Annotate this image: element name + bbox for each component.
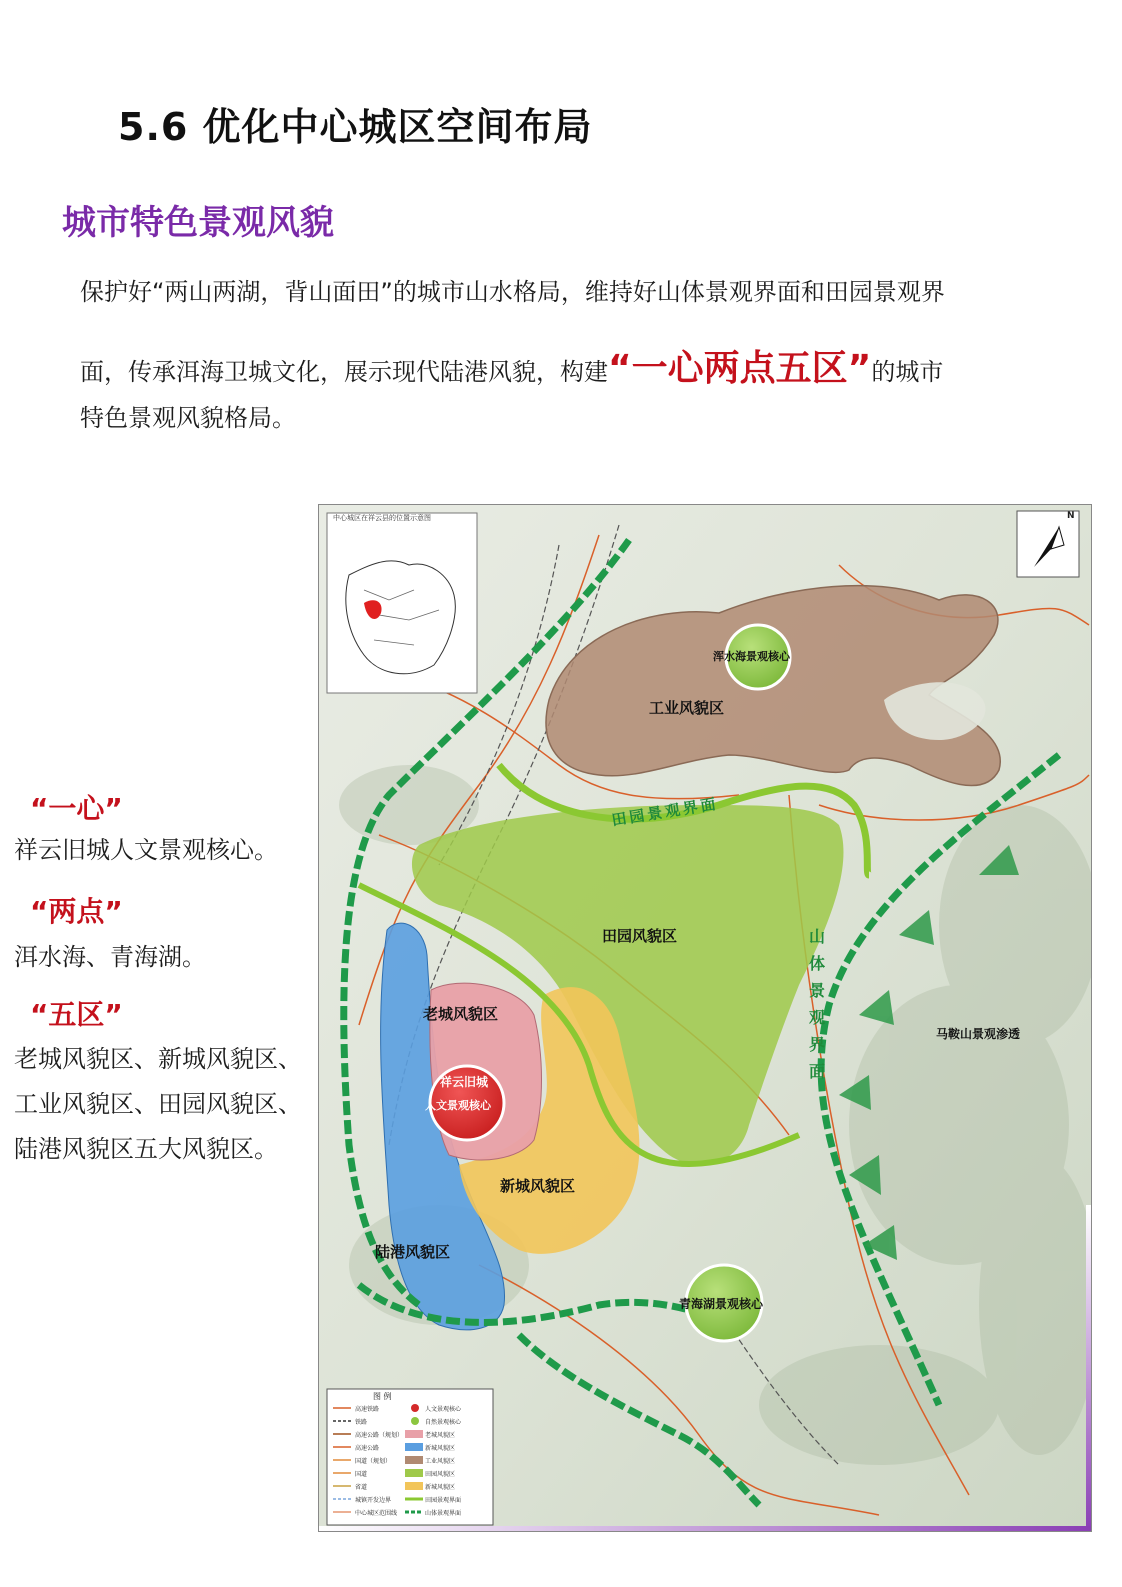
label-erhai-core: 浑水海景观核心 <box>713 650 790 663</box>
mountain-interface-char: 景 <box>809 981 826 1000</box>
label-port-zone: 陆港风貌区 <box>375 1243 451 1261</box>
label-oldtown-zone: 老城风貌区 <box>423 1005 499 1023</box>
legend-item: 人文景观核心 <box>425 1406 462 1413</box>
inset-locator <box>327 513 477 693</box>
mountain-interface-char: 面 <box>809 1062 826 1081</box>
highlight-phrase: “一心两点五区” <box>608 348 872 389</box>
mountain-interface-char: 观 <box>809 1008 826 1027</box>
label-pastoral-interface: 田园景观界面 <box>610 794 720 830</box>
paragraph-line-3: 特色景观风貌格局。 <box>80 404 296 432</box>
legend-item: 老城风貌区 <box>425 1432 456 1439</box>
legend-item: 国道（规划） <box>355 1458 392 1465</box>
north-label: N <box>1067 511 1075 521</box>
sidebar-heading-two-points: “两点” <box>30 895 123 928</box>
mountain-interface-char: 体 <box>809 954 826 973</box>
legend-item: 中心城区范围线 <box>355 1510 398 1517</box>
legend-item: 工业风貌区 <box>425 1458 456 1465</box>
legend-item: 田园景观界面 <box>425 1497 462 1504</box>
inset-map-title: 中心城区在祥云县的位置示意图 <box>333 514 431 522</box>
paragraph-line-2 <box>80 340 943 391</box>
legend-item: 国道 <box>355 1471 368 1478</box>
sidebar-text-five-zones-3: 陆港风貌区五大风貌区。 <box>14 1135 278 1163</box>
legend-swatch <box>405 1443 423 1451</box>
sidebar-text-two-points: 洱水海、青海湖。 <box>14 943 206 971</box>
label-qinghai-core: 青海湖景观核心 <box>679 1297 764 1311</box>
label-mountain-interface <box>809 923 829 1085</box>
legend-title: 图 例 <box>373 1392 392 1401</box>
legend-item: 新城风貌区 <box>425 1445 456 1452</box>
legend-swatch <box>405 1430 423 1438</box>
label-newtown-zone: 新城风貌区 <box>500 1177 576 1195</box>
label-industrial-zone: 工业风貌区 <box>649 699 725 717</box>
legend-item: 省道 <box>355 1484 368 1491</box>
label-old-city-core-1: 祥云旧城 <box>440 1075 489 1089</box>
paragraph-line-2-start: 面，传承洱海卫城文化，展示现代陆港风貌，构建 <box>80 358 608 386</box>
sidebar-text-one-core: 祥云旧城人文景观核心。 <box>14 836 278 864</box>
legend-swatch <box>405 1482 423 1490</box>
label-maanshan: 马鞍山景观渗透 <box>936 1027 1021 1041</box>
mountain-interface-char: 界 <box>809 1035 826 1054</box>
paragraph-line-1: 保护好“两山两湖，背山面田”的城市山水格局，维持好山体景观界面和田园景观界 <box>80 278 945 306</box>
sidebar-text-five-zones-2: 工业风貌区、田园风貌区、 <box>14 1090 302 1118</box>
sidebar-heading-one-core: “一心” <box>30 792 123 825</box>
legend-item: 高速铁路 <box>355 1406 380 1413</box>
legend-swatch <box>405 1469 423 1477</box>
legend-item: 铁路 <box>355 1419 368 1426</box>
mountain-interface-char: 山 <box>809 927 826 946</box>
legend-left-labels <box>355 1403 403 1520</box>
landscape-map <box>318 504 1092 1532</box>
legend-swatch <box>411 1417 419 1425</box>
legend-right-labels <box>425 1403 461 1520</box>
legend-item: 自然景观核心 <box>425 1419 462 1426</box>
legend-swatch <box>411 1404 419 1412</box>
paragraph-line-2-end: 的城市 <box>871 358 944 386</box>
sidebar-heading-five-zones: “五区” <box>30 998 123 1031</box>
legend-item: 田园风貌区 <box>425 1471 456 1478</box>
page-title: 5.6 优化中心城区空间布局 <box>118 105 593 149</box>
sidebar-text-five-zones-1: 老城风貌区、新城风貌区、 <box>14 1045 302 1073</box>
label-old-city-core-2: 人文景观核心 <box>425 1099 491 1112</box>
section-subtitle: 城市特色景观风貌 <box>62 203 334 243</box>
legend-swatch <box>405 1456 423 1464</box>
legend-item: 城镇开发边界 <box>355 1497 392 1504</box>
legend-item: 高速公路（规划） <box>355 1432 404 1439</box>
label-pastoral-zone: 田园风貌区 <box>602 927 678 945</box>
legend-item: 高速公路 <box>355 1445 380 1452</box>
map-legend <box>327 1389 493 1525</box>
legend-item: 新城风貌区 <box>425 1484 456 1491</box>
legend-item: 山体景观界面 <box>425 1510 462 1517</box>
